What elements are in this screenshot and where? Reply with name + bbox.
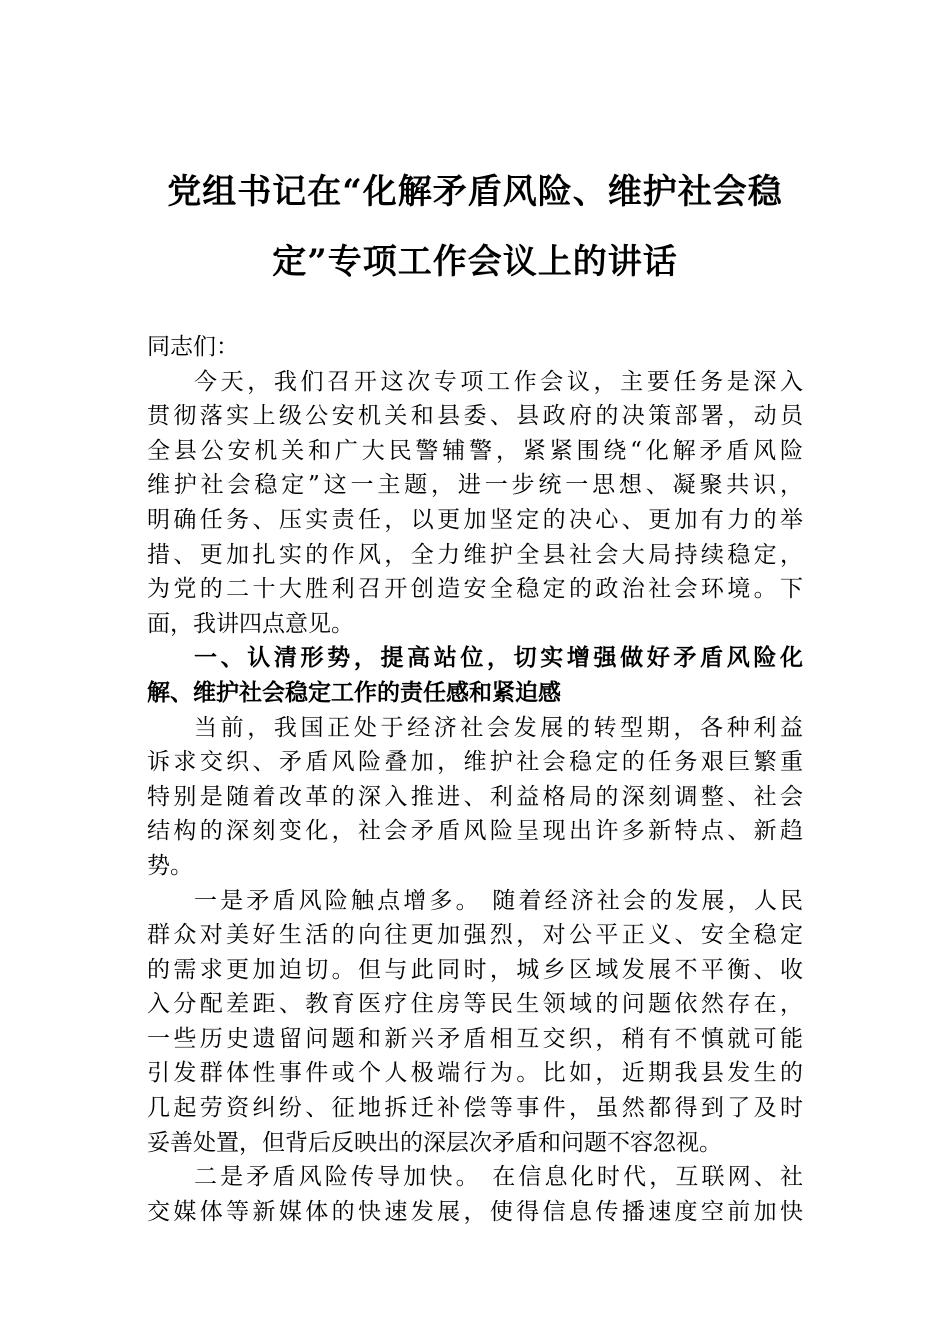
paragraph	[147, 884, 803, 1161]
text-line: 为党的二十大胜利召开创造安全稳定的政治社会环境。下	[147, 576, 803, 603]
text-line: 贯彻落实上级公安机关和县委、县政府的决策部署，动员	[147, 403, 803, 430]
text-line: 交媒体等新媒体的快速发展，使得信息传播速度空前加快	[147, 1198, 803, 1225]
text-line: 一是矛盾风险触点增多。 随着经济社会的发展，人民	[194, 887, 803, 914]
text-line: 全县公安机关和广大民警辅警，紧紧围绕“化解矛盾风险	[147, 437, 803, 464]
text-line: 妥善处置，但背后反映出的深层次矛盾和问题不容忽视。	[147, 1129, 722, 1156]
text-line: 一、认清形势，提高站位，切实增强做好矛盾风险化	[194, 645, 803, 672]
document-title-line-1: 党组书记在“化解矛盾风险、维护社会稳	[167, 172, 783, 212]
document-title-line-2: 定”专项工作会议上的讲话	[272, 242, 678, 282]
text-line: 明确任务、压实责任，以更加坚定的决心、更加有力的举	[147, 506, 803, 533]
text-line: 今天，我们召开这次专项工作会议，主要任务是深入	[194, 368, 803, 395]
text-line: 引发群体性事件或个人极端行为。比如，近期我县发生的	[147, 1060, 803, 1087]
paragraph	[147, 365, 803, 642]
text-line: 当前，我国正处于经济社会发展的转型期，各种利益	[194, 714, 803, 741]
text-line: 维护社会稳定”这一主题，进一步统一思想、凝聚共识，	[147, 472, 803, 499]
document-body	[147, 330, 803, 1229]
text-line: 解、维护社会稳定工作的责任感和紧迫感	[147, 679, 561, 706]
text-line: 的需求更加迫切。但与此同时，城乡区域发展不平衡、收	[147, 956, 803, 983]
paragraph	[147, 330, 803, 365]
text-line: 措、更加扎实的作风，全力维护全县社会大局持续稳定，	[147, 541, 803, 568]
text-line: 结构的深刻变化，社会矛盾风险呈现出许多新特点、新趋	[147, 818, 803, 845]
text-line: 入分配差距、教育医疗住房等民生领域的问题依然存在，	[147, 991, 803, 1018]
text-line: 群众对美好生活的向往更加强烈，对公平正义、安全稳定	[147, 922, 803, 949]
paragraph	[147, 1160, 803, 1229]
text-line: 势。	[147, 852, 193, 879]
text-line: 二是矛盾风险传导加快。 在信息化时代，互联网、社	[194, 1164, 803, 1191]
text-line: 面，我讲四点意见。	[147, 610, 354, 637]
text-line: 特别是随着改革的深入推进、利益格局的深刻调整、社会	[147, 783, 803, 810]
section-heading	[147, 641, 803, 710]
text-line: 一些历史遗留问题和新兴矛盾相互交织，稍有不慎就可能	[147, 1025, 803, 1052]
text-line: 几起劳资纠纷、征地拆迁补偿等事件，虽然都得到了及时	[147, 1095, 803, 1122]
text-line: 同志们：	[147, 334, 239, 360]
text-line: 诉求交织、矛盾风险叠加，维护社会稳定的任务艰巨繁重	[147, 749, 803, 776]
paragraph	[147, 711, 803, 884]
